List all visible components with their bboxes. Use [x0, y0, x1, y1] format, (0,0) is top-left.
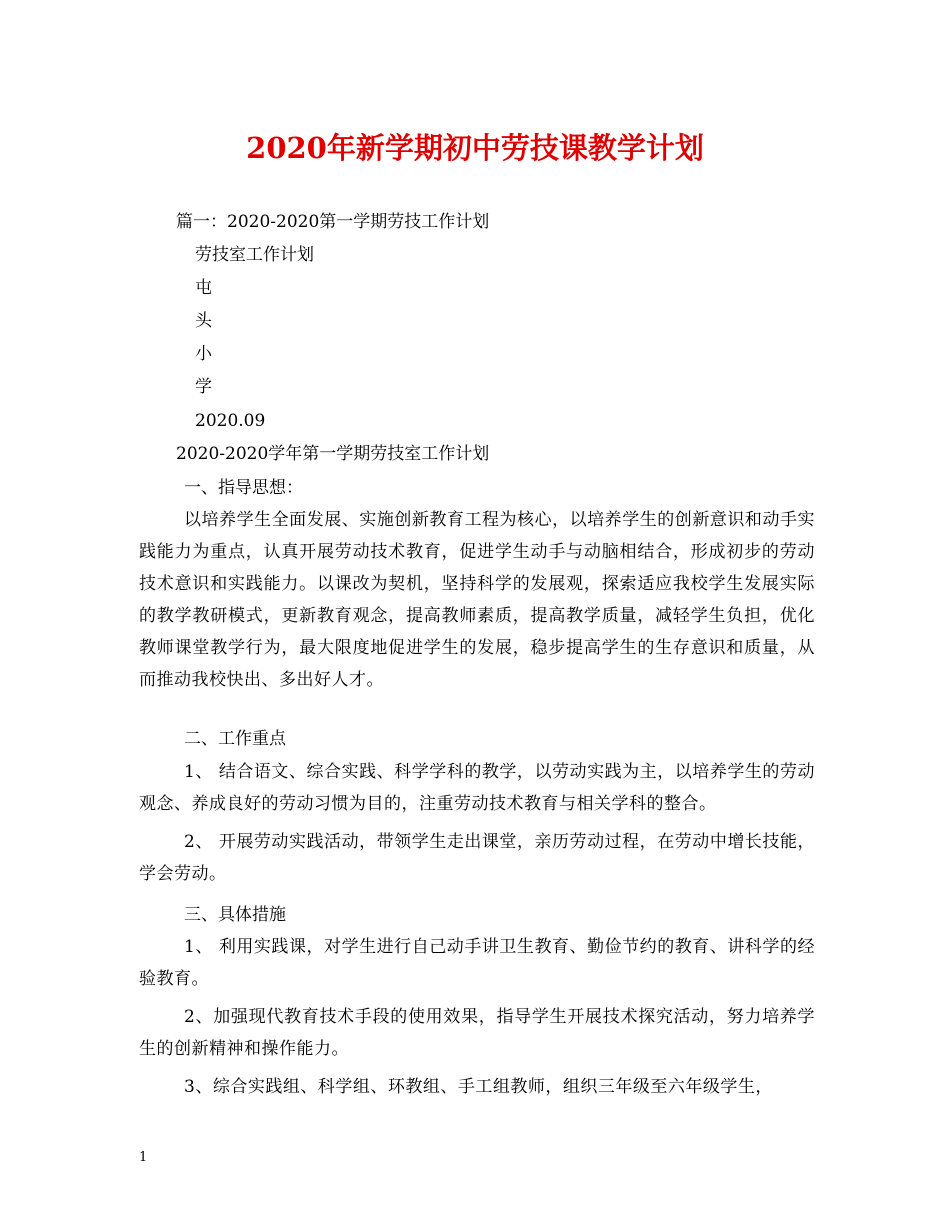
part-heading: 篇一：2020-2020第一学期劳技工作计划	[176, 212, 490, 232]
school-name-char-4: 学	[195, 377, 212, 397]
semester-plan-heading: 2020-2020学年第一学期劳技室工作计划	[176, 444, 490, 464]
section-heading-measures: 三、具体措施	[184, 905, 286, 925]
paragraph-guiding-thought: 以培养学生全面发展、实施创新教育工程为核心，以培养学生的创新意识和动手实践能力为重点，认真开展劳动技术教育，促进学生动手与动脑相结合，形成初步的劳动技术意识和实践能力。以课改为契机，坚持科学的发展观，探索适应我校学生发展实际的教学教研模式，更新教育观念，提高教师素质，提高教学质量，减轻学生负担，优化教师课堂教学行为，最大限度地促进学生的发展，稳步提高学生的生存意识和质量，从而推动我校快出、多出好人才。	[139, 510, 815, 690]
paragraph-measure-1: 1、 利用实践课，对学生进行自己动手讲卫生教育、勤俭节约的教育、讲科学的经验教育。	[139, 937, 815, 989]
section-heading-focus: 二、工作重点	[184, 729, 286, 749]
paragraph-measure-3: 3、综合实践组、科学组、环教组、手工组教师，组织三年级至六年级学生，	[184, 1077, 773, 1097]
paragraph-focus-1: 1、 结合语文、综合实践、科学学科的教学，以劳动实践为主，以培养学生的劳动观念、养成良好的劳动习惯为目的，注重劳动技术教育与相关学科的整合。	[139, 762, 815, 814]
section-heading-guiding: 一、指导思想：	[184, 478, 303, 498]
school-name-char-3: 小	[195, 344, 212, 364]
plan-date: 2020.09	[195, 411, 266, 431]
document-title: 2020年新学期初中劳技课教学计划	[246, 131, 704, 165]
school-name-char-2: 头	[195, 311, 212, 331]
paragraph-focus-2: 2、 开展劳动实践活动，带领学生走出课堂，亲历劳动过程，在劳动中增长技能，学会劳动。	[139, 832, 815, 884]
school-name-char-1: 屯	[195, 278, 212, 298]
paragraph-measure-2: 2、加强现代教育技术手段的使用效果，指导学生开展技术探究活动，努力培养学生的创新精神和操作能力。	[139, 1007, 815, 1059]
page-number: 1	[139, 1150, 148, 1165]
room-plan-heading: 劳技室工作计划	[195, 245, 314, 265]
